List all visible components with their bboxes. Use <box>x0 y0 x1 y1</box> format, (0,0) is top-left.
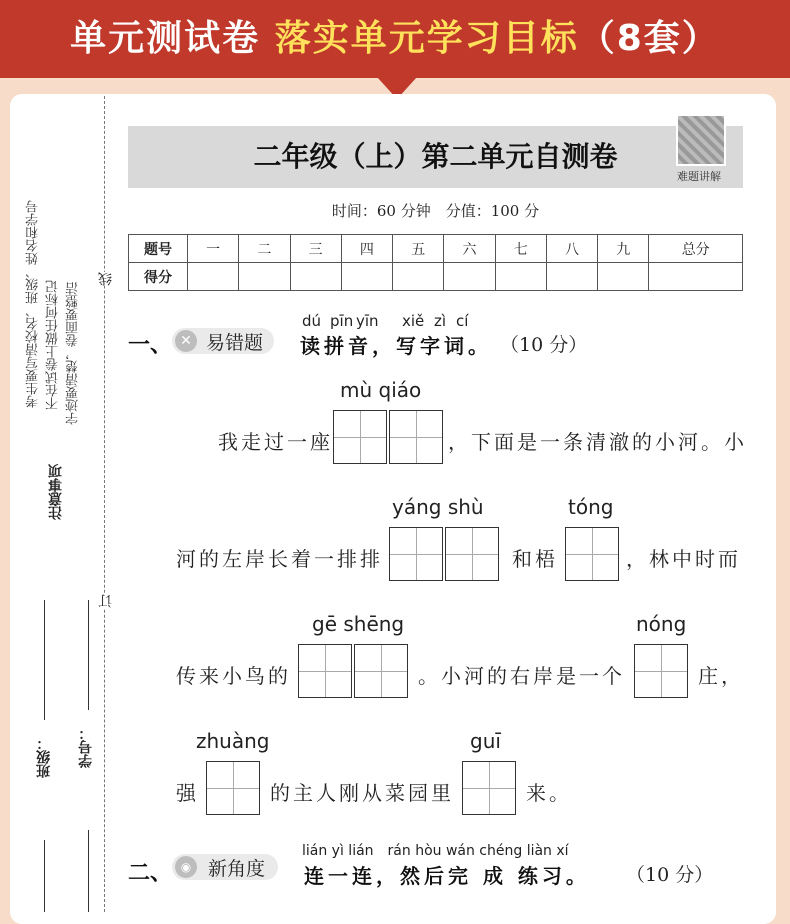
table-cell: 三 <box>290 235 341 263</box>
banner-title: 单元测试卷 落实单元学习目标（8套） <box>70 18 720 59</box>
section-1-number: 一、 <box>128 332 173 358</box>
score-cell[interactable] <box>546 263 597 291</box>
writing-box[interactable] <box>333 410 387 464</box>
passage-text: ，林中时而 <box>626 547 741 571</box>
passage-text: 庄， <box>698 664 744 688</box>
badge-label: 易错题 <box>206 332 264 354</box>
section-1-instruction: 读拼音，写字词。 <box>300 334 492 358</box>
error-icon: ✕ <box>175 330 197 352</box>
notes-title: 注意事项 <box>48 464 64 520</box>
table-cell: 得分 <box>129 263 188 291</box>
writing-box[interactable] <box>206 761 260 815</box>
pinyin: pīn <box>330 312 354 330</box>
passage-text: 来。 <box>526 781 572 805</box>
id-write-line-2 <box>88 830 89 912</box>
side-note-3: 字迹要清楚，卷面要整洁 <box>66 282 81 425</box>
passage-text: 和梧 <box>512 547 558 571</box>
qr-label: 难题讲解 <box>677 170 721 183</box>
writing-box[interactable] <box>565 527 619 581</box>
passage-text: ，下面是一条清澈的小河。小 <box>448 430 747 454</box>
section-2-instruction: 连一连，然后完 成 练习。 <box>304 864 590 888</box>
id-write-line <box>88 600 89 710</box>
score-cell[interactable] <box>649 263 743 291</box>
badge-label: 新角度 <box>208 858 266 880</box>
pinyin: nóng <box>636 612 687 636</box>
passage-text: 的主人刚从菜园里 <box>270 781 454 805</box>
table-cell: 九 <box>598 235 649 263</box>
table-row <box>129 235 743 263</box>
table-cell: 二 <box>239 235 290 263</box>
student-id-label: 学号： <box>78 726 94 768</box>
score-cell[interactable] <box>290 263 341 291</box>
class-write-line-2 <box>44 840 45 912</box>
writing-box[interactable] <box>389 527 443 581</box>
line-mark: 线 <box>98 272 114 286</box>
passage-text: 河的左岸长着一排排 <box>176 547 383 571</box>
side-note-1: 考生要写清校名、班级、姓名和学号 <box>26 200 41 408</box>
pinyin: xiě <box>402 312 425 330</box>
pinyin: tóng <box>568 495 614 519</box>
pinyin: cí <box>456 312 469 330</box>
pinyin: zhuàng <box>196 729 270 753</box>
table-cell: 总分 <box>649 235 743 263</box>
section-2-number: 二、 <box>128 860 173 886</box>
side-note-2: 不在试卷上做任何标记 <box>46 280 61 410</box>
table-cell: 八 <box>546 235 597 263</box>
score-cell[interactable] <box>239 263 290 291</box>
table-cell: 六 <box>444 235 495 263</box>
score-cell[interactable] <box>341 263 392 291</box>
writing-box[interactable] <box>354 644 408 698</box>
writing-box[interactable] <box>298 644 352 698</box>
exam-meta: 时间：60 分钟 分值：100 分 <box>331 202 540 220</box>
class-write-line <box>44 600 45 720</box>
table-cell: 七 <box>495 235 546 263</box>
page-title: 二年级（上）第二单元自测卷 <box>253 140 618 173</box>
score-cell[interactable] <box>495 263 546 291</box>
score-table <box>128 234 743 291</box>
writing-box[interactable] <box>445 527 499 581</box>
passage-text: 强 <box>176 781 199 805</box>
writing-box[interactable] <box>389 410 443 464</box>
table-cell: 五 <box>393 235 444 263</box>
score-cell[interactable] <box>444 263 495 291</box>
table-row <box>129 263 743 291</box>
writing-box[interactable] <box>462 761 516 815</box>
section-1-score: （10 分） <box>500 334 588 356</box>
pinyin: gē shēng <box>312 612 405 636</box>
passage-text: 。小河的右岸是一个 <box>418 664 625 688</box>
score-cell[interactable] <box>188 263 239 291</box>
pinyin: yáng shù <box>392 495 484 519</box>
pinyin: lián yì lián rán hòu wán chéng liàn xí <box>302 843 569 859</box>
score-cell[interactable] <box>393 263 444 291</box>
qr-code-icon[interactable] <box>676 114 726 166</box>
eye-icon: ◉ <box>175 856 197 878</box>
ding-mark: 订 <box>98 594 114 608</box>
pinyin: yīn <box>356 312 379 330</box>
score-cell[interactable] <box>598 263 649 291</box>
table-cell: 四 <box>341 235 392 263</box>
pinyin: zì <box>434 312 447 330</box>
binding-line <box>104 96 105 912</box>
passage-text: 传来小鸟的 <box>176 664 291 688</box>
table-cell: 题号 <box>129 235 188 263</box>
section-2-score: （10 分） <box>626 864 714 886</box>
writing-box[interactable] <box>634 644 688 698</box>
class-label: 班级： <box>36 736 52 778</box>
pinyin: guī <box>470 729 501 753</box>
pinyin: mù qiáo <box>340 378 422 402</box>
pinyin: dú <box>302 312 322 330</box>
passage-text: 我走过一座 <box>218 430 333 454</box>
table-cell: 一 <box>188 235 239 263</box>
